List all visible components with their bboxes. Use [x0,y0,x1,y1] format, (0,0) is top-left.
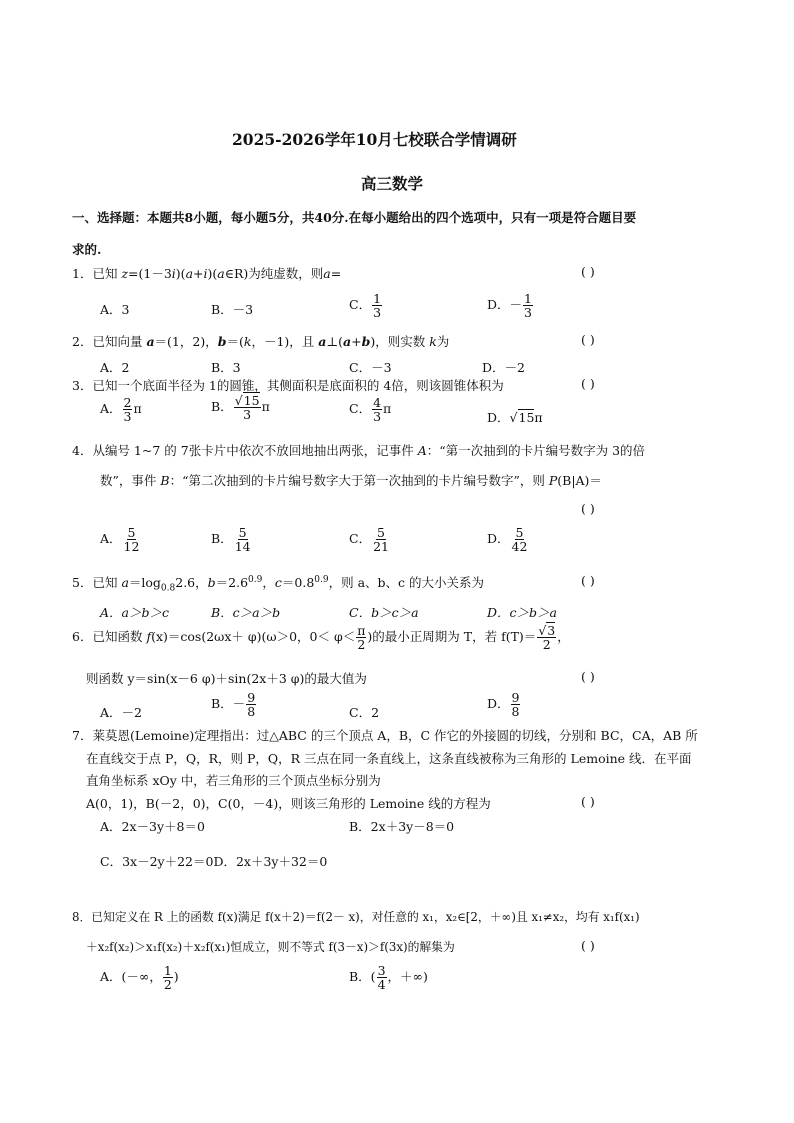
answer-bracket-8[interactable]: ( ) [581,938,595,953]
question-8-line1: 8．已知定义在 R 上的函数 f(x)满足 f(x＋2)＝f(2－ x)，对任意的 x₁，x₂∈[2，＋∞)且 x₁≠x₂，均有 x₁f(x₁) [72,910,640,924]
q2-option-d[interactable]: D．－2 [482,360,525,375]
q4-option-a[interactable]: A． $\frac{5}{12}$ [100,525,140,555]
question-7-line4: A(0，1)，B(－2，0)，C(0，－4)，则该三角形的 Lemoine 线的方程为 [86,796,491,811]
question-4-line2: 数”，事件 B：“第二次抽到的卡片编号数字大于第一次抽到的卡片编号数字”，则 P(B|A)＝ [100,473,602,488]
answer-bracket-6[interactable]: ( ) [581,669,595,684]
question-2-stem: 2．已知向量 a＝(1，2)，b＝(k，－1)，且 a⊥(a+b)，则实数 k为 [72,334,450,349]
exam-subtitle: 高三数学 [361,174,424,193]
q5-option-b[interactable]: B．c＞a＞b [211,605,281,620]
q7-option-a[interactable]: A．2x－3y＋8＝0 [100,819,205,834]
answer-bracket-5[interactable]: ( ) [581,573,595,588]
q6-option-b[interactable]: B．－ $\frac{9}{8}$ [211,690,256,720]
q6-option-a[interactable]: A．－2 [100,705,142,720]
q3-option-a[interactable]: A． $\frac{2}{3}$ π [100,395,142,425]
question-6-line1: 6．已知函数 f(x)＝cos(2ωx＋ φ)(ω＞0，0＜ φ＜ $\frac{\pi}{2}$ )的最小正周期为 T，若 f(T)＝ $\frac{√3}{2}$ ， [72,623,570,653]
answer-bracket-4[interactable]: ( ) [581,501,595,516]
q3-option-d[interactable]: D．√15π [487,410,543,425]
exam-title: 2025-2026学年10月七校联合学情调研 [232,130,517,149]
question-1-stem: 1．已知 z=(1－3i)(a+i)(a∈R)为纯虚数，则a= [72,266,342,281]
question-6-line2: 则函数 y＝sin(x－6 φ)＋sin(2x＋3 φ)的最大值为 [86,671,367,686]
question-5-stem: 5．已知 $a=\log_{0.8}2.6$，$b=2.6^{0.9}$，$c=0.8^{0.9}$，则 a、b、c 的大小关系为 [72,574,485,594]
q5-option-d[interactable]: D．c＞b＞a [487,605,557,620]
question-7-line1: 7．莱莫恩(Lemoine)定理指出：过△ABC 的三个顶点 A，B，C 作它的外接圆的切线，分别和 BC，CA，AB 所 [72,728,698,743]
section-heading-line1: 一、选择题：本题共8小题，每小题5分，共40分.在每小题给出的四个选项中，只有一项是符合题目要 [72,210,637,225]
q1-option-a[interactable]: A．3 [100,302,130,317]
q5-option-c[interactable]: C．b＞c＞a [349,605,419,620]
q8-option-b[interactable]: B．( $\frac{3}{4}$ ，＋∞) [349,963,428,993]
q1-option-d[interactable]: D．－ $\frac{1}{3}$ [487,291,532,321]
question-3-stem: 3．已知一个底面半径为 1的圆锥，其侧面积是底面积的 4倍，则该圆锥体积为 [72,378,504,393]
question-8-line2: ＋x₂f(x₂)＞x₁f(x₂)＋x₂f(x₁)恒成立，则不等式 f(3－x)＞f(3x)的解集为 [86,940,455,954]
q1-option-b[interactable]: B．－3 [211,302,254,317]
q6-option-d[interactable]: D． $\frac{9}{8}$ [487,690,520,720]
q4-option-b[interactable]: B． $\frac{5}{14}$ [211,525,251,555]
q1-option-c[interactable]: C． $\frac{1}{3}$ [349,291,382,321]
q6-option-c[interactable]: C．2 [349,705,380,720]
answer-bracket-2[interactable]: ( ) [581,332,595,347]
q4-option-d[interactable]: D． $\frac{5}{42}$ [487,525,528,555]
q2-option-a[interactable]: A．2 [100,360,130,375]
section-heading-line2: 求的. [72,242,102,257]
q7-option-cd[interactable]: C．3x－2y＋22＝0D．2x＋3y＋32＝0 [100,854,328,869]
q2-option-b[interactable]: B．3 [211,360,241,375]
q3-option-c[interactable]: C． $\frac{4}{3}$ π [349,395,392,425]
answer-bracket-7[interactable]: ( ) [581,794,595,809]
q2-option-c[interactable]: C．－3 [349,360,392,375]
answer-bracket-1[interactable]: ( ) [581,264,595,279]
q4-option-c[interactable]: C． $\frac{5}{21}$ [349,525,389,555]
question-4-line1: 4．从编号 1~7 的 7张卡片中依次不放回地抽出两张，记事件 A：“第一次抽到的卡片编号数字为 3的倍 [72,443,646,458]
q5-option-a[interactable]: A．a＞b＞c [100,605,169,620]
question-7-line3: 直角坐标系 xOy 中，若三角形的三个顶点坐标分别为 [86,773,381,788]
answer-bracket-3[interactable]: ( ) [581,376,595,391]
q3-option-b[interactable]: B． $\frac{√15}{3}$ π [211,393,270,423]
question-7-line2: 在直线交于点 P，Q，R，则 P，Q，R 三点在同一条直线上，这条直线被称为三角形的 Lemoine 线．在平面 [86,751,692,766]
q7-option-b[interactable]: B．2x＋3y－8＝0 [349,819,455,834]
q8-option-a[interactable]: A．(－∞， $\frac{1}{2}$ ) [100,963,179,993]
